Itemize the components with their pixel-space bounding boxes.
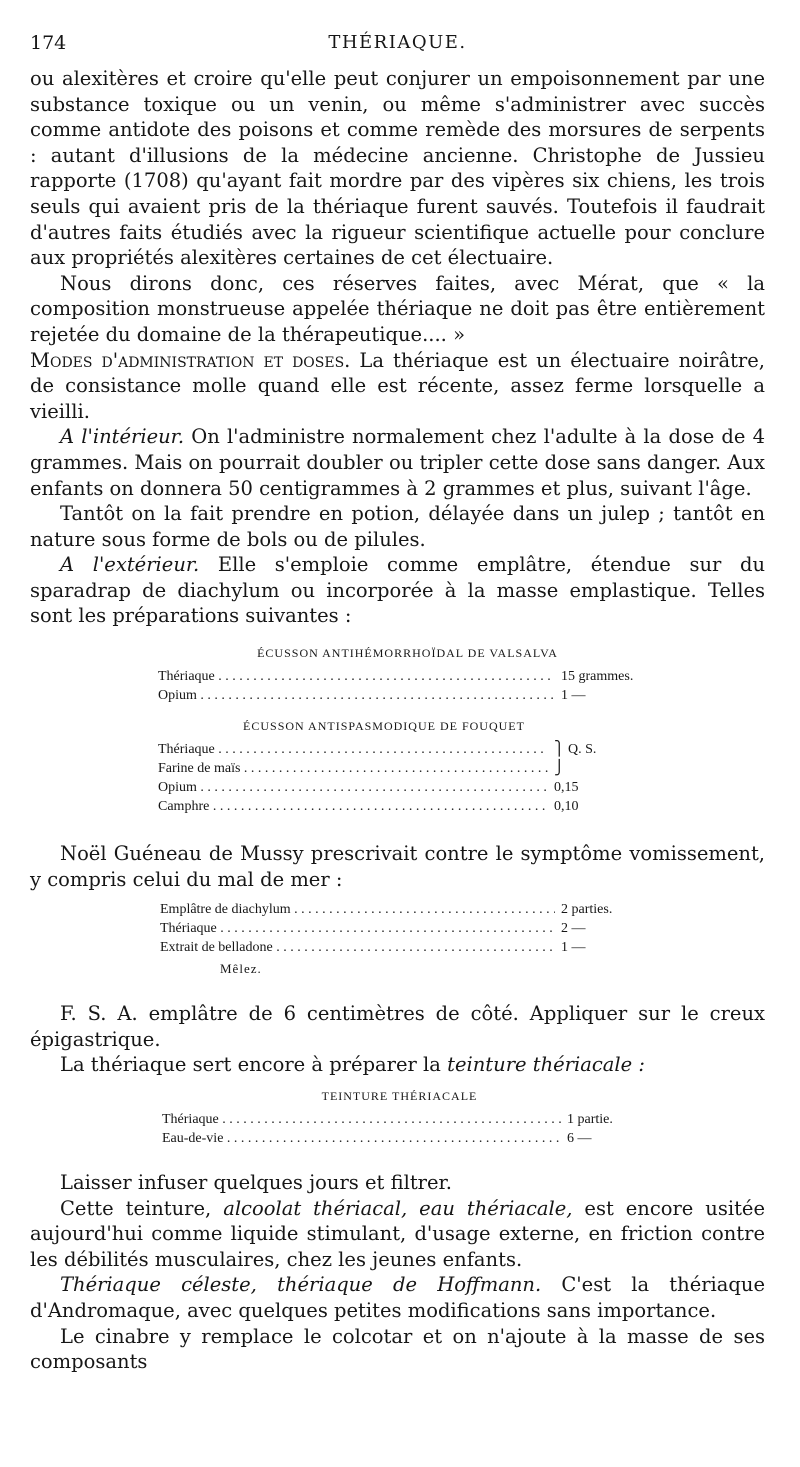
paragraph-8: F. S. A. emplâtre de 6 centimètres de côté. Appliquer sur le creux épigastrique. <box>30 1002 765 1051</box>
term-eau-theriacale: eau thériacale, <box>419 1196 573 1220</box>
ingredient-name: Thériaque . . . <box>158 740 548 759</box>
paragraph-11-body: est encore usitée aujourd'hui comme liquide stimulant, d'usage externe, en friction contre les débilités musculaires, chez les jeunes enfants. <box>30 1196 766 1271</box>
ingredient-quantity: 6 — <box>567 1131 592 1147</box>
ingredient-quantity: 1 — <box>561 688 586 704</box>
paragraph-7: Noël Guéneau de Mussy prescrivait contre le symptôme vomissement, y compris celui du mal de mer : <box>30 842 765 891</box>
formula-row <box>162 1129 637 1148</box>
formula-row <box>158 778 610 797</box>
ingredient-name: Thériaque . . . <box>158 667 555 686</box>
paragraph-4-body: On l'administre normalement chez l'adulte à la dose de 4 grammes. Mais on pourrait doubler ou tripler cette dose sans danger. Aux enfants on donnera 50 centigrammes à 2 grammes et plus, suivant l'âge. <box>30 425 765 500</box>
ingredient-name: Thériaque . . . <box>162 1110 561 1129</box>
paragraph-6 <box>30 552 765 629</box>
paragraph-12 <box>30 1272 765 1323</box>
paragraph-5: Tantôt on la fait prendre en potion, délayée dans un julep ; tantôt en nature sous forme de bols ou de pilules. <box>30 502 765 551</box>
running-title: THÉRIAQUE. <box>328 32 467 53</box>
formula-mussy <box>160 900 647 977</box>
formula-row <box>160 919 647 938</box>
section-heading-modes: Modes d'administration et doses. <box>30 348 351 372</box>
paragraph-9 <box>30 1052 765 1078</box>
paragraph-12-body: C'est la thériaque d'Andromaque, avec quelques petites modifications sans importance. <box>30 1273 765 1322</box>
formula-row <box>158 667 657 686</box>
ingredient-name: Opium . . . <box>158 778 548 797</box>
term-alcoolat-theriacal: alcoolat thériacal, <box>223 1196 408 1220</box>
ingredient-quantity: 0,15 <box>554 780 579 796</box>
ingredient-quantity: 15 grammes. <box>561 669 634 685</box>
ingredient-quantity: ⎫ Q. S. <box>554 742 597 758</box>
formula-row <box>158 759 610 778</box>
formula-instruction: Mêlez. <box>220 961 262 977</box>
ingredient-quantity: 1 — <box>561 940 586 956</box>
ingredient-quantity: 2 — <box>561 921 586 937</box>
text-space <box>407 1197 419 1220</box>
ingredient-name: Farine de maïs . . . <box>158 759 548 778</box>
paragraph-11 <box>30 1196 765 1273</box>
ingredient-name: Eau-de-vie . . . <box>162 1129 561 1148</box>
ingredient-name: Thériaque . . . <box>160 919 555 938</box>
term-teinture-theriacale: teinture thériacale : <box>447 1053 645 1077</box>
formula-row <box>158 740 610 759</box>
paragraph-2: Nous dirons donc, ces réserves faites, avec Mérat, que « la composition monstrueuse appelée thériaque ne doit pas être entièrement rejetée du domaine de la thérapeutique.... » <box>30 271 765 346</box>
formula-fouquet <box>158 719 610 816</box>
ingredient-name: Opium . . . <box>158 686 555 705</box>
formula-row <box>162 1110 637 1129</box>
heading-interieur: A l'intérieur. <box>60 425 185 449</box>
formula-valsalva <box>158 646 657 705</box>
paragraph-6-body: Elle s'emploie comme emplâtre, étendue sur du sparadrap de diachylum ou incorporée à la masse emplastique. Telles sont les préparations suivantes : <box>30 553 765 628</box>
paragraph-3-body: La thériaque est un électuaire noirâtre, de consistance molle quand elle est récente, assez ferme lorsquelle a vieilli. <box>30 348 765 423</box>
formula-row <box>158 797 610 816</box>
formula-row <box>158 686 657 705</box>
page-number: 174 <box>30 32 67 54</box>
heading-exterieur: A l'extérieur. <box>60 553 200 577</box>
body-text <box>30 66 765 1375</box>
paragraph-3 <box>30 348 765 425</box>
paragraph-10: Laisser infuser quelques jours et filtrer. <box>60 1171 452 1195</box>
formula-teinture <box>162 1089 637 1148</box>
ingredient-quantity: ⎭ <box>554 761 565 777</box>
ingredient-quantity: 2 parties. <box>561 902 613 918</box>
paragraph-9-text: La thériaque sert encore à préparer la <box>60 1053 448 1077</box>
ingredient-quantity: 1 partie. <box>567 1112 613 1128</box>
formula-row <box>160 900 647 919</box>
paragraph-4 <box>30 424 765 501</box>
ingredient-name: Emplâtre de diachylum . . . <box>160 900 555 919</box>
paragraph-1: ou alexitères et croire qu'elle peut conjurer un empoisonnement par une substance toxique ou un venin, ou même s'administrer avec succès comme antidote des poisons et comme remède des morsures de serpents : autant d'illusions de la médecine ancienne. Christophe de Jussieu rapporte (1708) qu'ayant fait mordre par des vipères six chiens, les trois seuls qui avaient pris de la thériaque furent sauvés. Toutefois il faudrait d'autres faits étudiés avec la rigueur scientifique actuelle pour conclure aux propriétés alexitères certaines de cet électuaire. <box>30 67 765 270</box>
formula-title: ÉCUSSON ANTISPASMODIQUE DE FOUQUET <box>243 719 525 734</box>
formula-row <box>160 938 647 957</box>
ingredient-quantity: 0,10 <box>554 799 579 815</box>
ingredient-name: Camphre . . . <box>158 797 548 816</box>
formula-title: TEINTURE THÉRIACALE <box>321 1089 478 1104</box>
ingredient-name: Extrait de belladone . . . <box>160 938 555 957</box>
paragraph-11-text: Cette teinture, <box>60 1196 224 1220</box>
heading-theriaque-celeste: Thériaque céleste, thériaque de Hoffmann. <box>60 1273 542 1297</box>
page-header <box>30 32 765 60</box>
formula-title: ÉCUSSON ANTIHÉMORRHOÏDAL DE VALSALVA <box>257 646 558 661</box>
paragraph-13: Le cinabre y remplace le colcotar et on n'ajoute à la masse de ses composants <box>30 1324 765 1374</box>
